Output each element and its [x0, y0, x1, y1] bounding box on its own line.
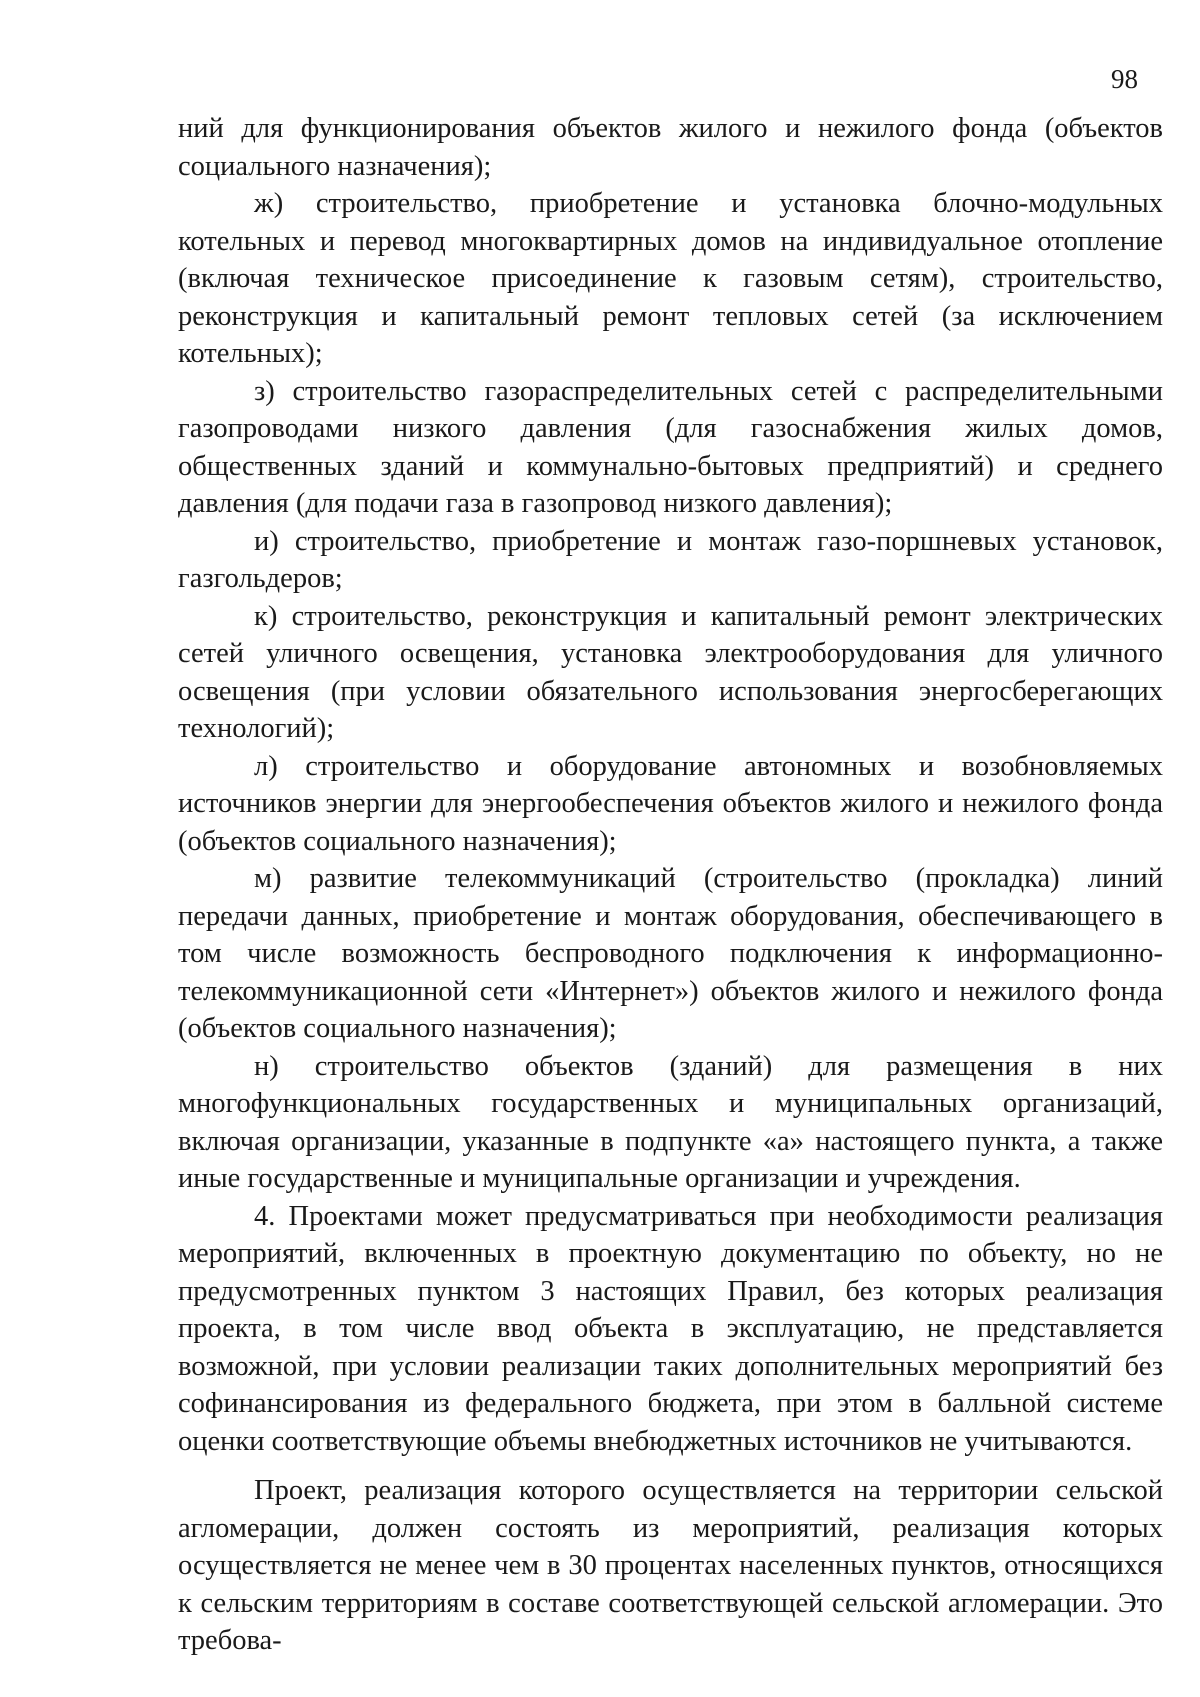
paragraph-item-n: н) строительство объектов (зданий) для размещения в них многофункциональных государственных и муниципальных организаций, включая организации, указанные в подпункте «а» настоящего пункта, а также иные государственные и муниципальные организации и учреждения. — [178, 1050, 1163, 1194]
paragraph-item-m: м) развитие телекоммуникаций (строительство (прокладка) линий передачи данных, приобретение и монтаж оборудования, обеспечивающего в том числе возможность беспроводного подключения к информационно-телекоммуникационной сети «Интернет») объектов жилого и нежилого фонда (объектов социального назначения); — [178, 863, 1163, 1044]
paragraph-item-i: и) строительство, приобретение и монтаж газо-поршневых установок, газгольдеров; — [178, 525, 1163, 594]
document-body — [178, 110, 1163, 1660]
paragraph-item-z: з) строительство газораспределительных сетей с распределительными газопроводами низкого давления (для газоснабжения жилых домов, общественных зданий и коммунально-бытовых предприятий) и среднего давления (для подачи газа в газопровод низкого давления); — [178, 375, 1163, 519]
paragraph-item-zh: ж) строительство, приобретение и установка блочно-модульных котельных и перевод многоквартирных домов на индивидуальное отопление (включая техническое присоединение к газовым сетям), строительство, реконструкция и капитальный ремонт тепловых сетей (за исключением котельных); — [178, 188, 1163, 369]
paragraph-item-l: л) строительство и оборудование автономных и возобновляемых источников энергии для энергообеспечения объектов жилого и нежилого фонда (объектов социального назначения); — [178, 750, 1163, 857]
paragraph-agglomeration: Проект, реализация которого осуществляется на территории сельской агломерации, должен состоять из мероприятий, реализация которых осуществляется не менее чем в 30 процентах населенных пунктов, относящихся к сельским территориям в составе соответствующей сельской агломерации. Это требова- — [178, 1475, 1163, 1656]
page-number: 98 — [1111, 64, 1138, 94]
paragraph-item-k: к) строительство, реконструкция и капитальный ремонт электрических сетей уличного освещения, установка электрооборудования для уличного освещения (при условии обязательного использования энергосберегающих технологий); — [178, 600, 1163, 744]
paragraph-section-4: 4. Проектами может предусматриваться при необходимости реализация мероприятий, включенных в проектную документацию по объекту, но не предусмотренных пунктом 3 настоящих Правил, без которых реализация проекта, в том числе ввод объекта в эксплуатацию, не представляется возможной, при условии реализации таких дополнительных мероприятий без софинансирования из федерального бюджета, при этом в балльной системе оценки соответствующие объемы внебюджетных источников не учитываются. — [178, 1200, 1163, 1457]
paragraph-continuation: ний для функционирования объектов жилого и нежилого фонда (объектов социального назначения); — [178, 113, 1163, 182]
